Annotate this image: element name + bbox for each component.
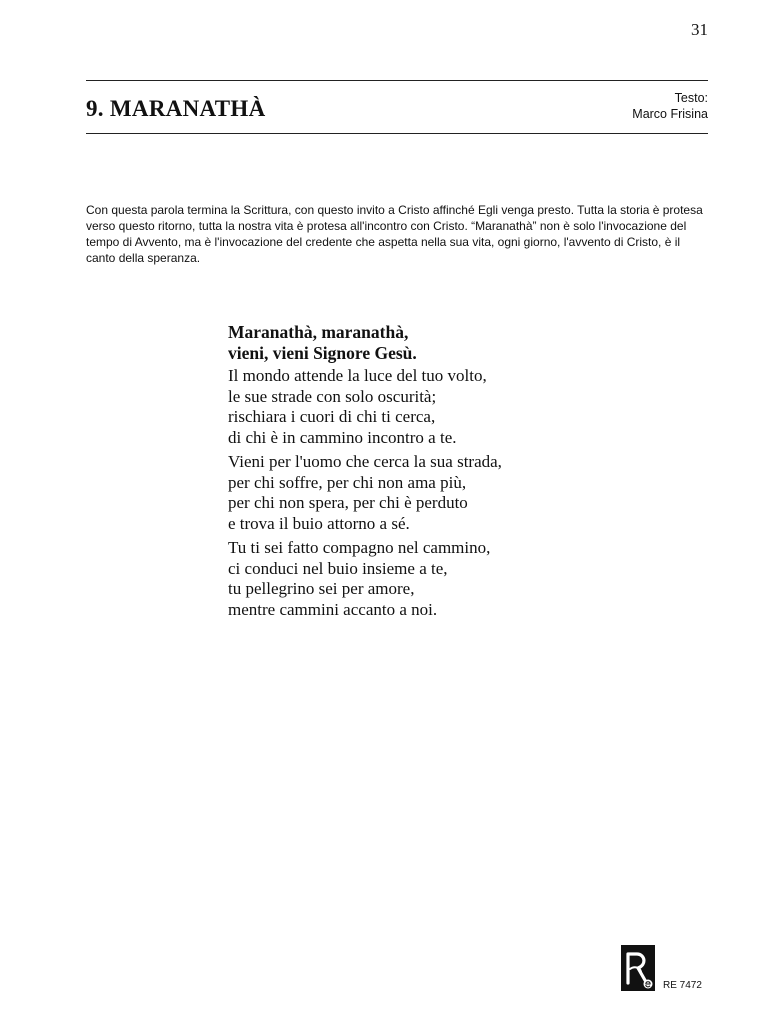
stanza-line: tu pellegrino sei per amore,	[228, 579, 415, 598]
song-title: 9. MARANATHÀ	[86, 96, 266, 121]
stanza-line: di chi è in cammino incontro a te.	[228, 427, 457, 447]
refrain	[228, 322, 648, 363]
stanza-2	[228, 452, 648, 534]
stanza-line: le sue strade con solo oscurità;	[228, 386, 437, 406]
stanza-1	[228, 366, 648, 448]
stanza-line: per chi soffre, per chi non ama più,	[228, 472, 467, 492]
stanza-line: per chi non spera, per chi è perduto	[228, 493, 468, 512]
stanza-line: e trova il buio attorno a sé.	[228, 513, 410, 533]
header-rule-top	[86, 80, 708, 81]
intro-paragraph: Con questa parola termina la Scrittura, con questo invito a Cristo affinché Egli venga presto. Tutta la storia è protesa verso questo ritorno, tutta la nostra vita è protesa all'incontro con Cristo. “Maranathà” non è solo l'invocazione del tempo di Avvento, ma è l'invocazione del credente che aspetta nella sua vita, ogni giorno, l'avvento di Cristo, è il canto della speranza.	[86, 203, 703, 265]
stanza-line: Vieni per l'uomo che cerca la sua strada,	[228, 452, 502, 471]
author-name: Marco Frisina	[632, 107, 708, 121]
stanza-line: mentre cammini accanto a noi.	[228, 599, 438, 619]
author-label: Testo:	[674, 91, 708, 105]
author-block	[632, 90, 708, 122]
refrain-line: Maranathà, maranathà,	[228, 322, 409, 342]
song-lyrics	[228, 322, 648, 624]
stanza-line: Il mondo attende la luce del tuo volto,	[228, 366, 487, 385]
publisher-logo-icon	[621, 945, 655, 991]
stanza-line: rischiara i cuori di chi ti cerca,	[228, 407, 436, 426]
stanza-line: ci conduci nel buio insieme a te,	[228, 558, 448, 578]
header-rule-bottom	[86, 133, 708, 134]
stanza-3	[228, 538, 648, 620]
catalog-number: RE 7472	[663, 980, 702, 991]
stanza-line: Tu ti sei fatto compagno nel cammino,	[228, 538, 491, 557]
refrain-line: vieni, vieni Signore Gesù.	[228, 342, 417, 363]
page-number: 31	[691, 20, 708, 39]
